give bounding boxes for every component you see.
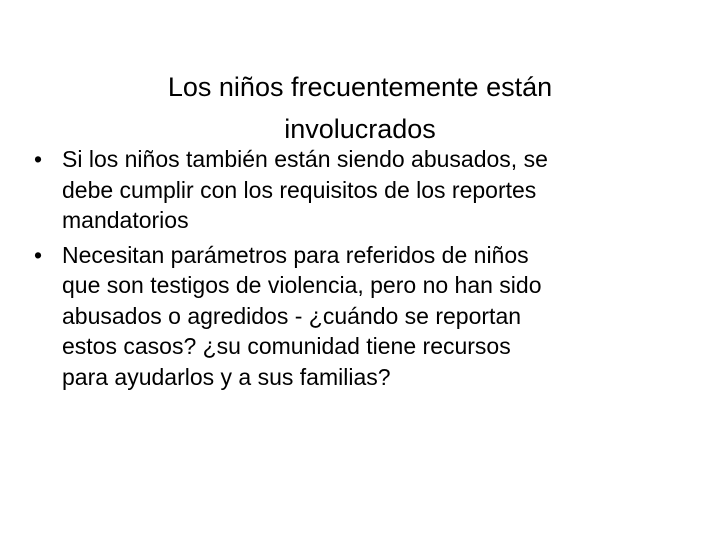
- bullet-item-referral-parameters: [34, 240, 684, 393]
- bullet-2-line-4: estos casos? ¿su comunidad tiene recursos: [62, 333, 511, 359]
- bullet-1-line-1: Si los niños también están siendo abusados, se: [62, 146, 548, 172]
- slide-title-line-2: involucrados: [284, 114, 436, 145]
- bullet-2-line-2: que son testigos de violencia, pero no han sido: [62, 272, 542, 298]
- bullet-2-line-5: para ayudarlos y a sus familias?: [62, 363, 391, 390]
- bullet-1-line-3: mandatorios: [62, 207, 189, 233]
- bullet-2-line-1: Necesitan parámetros para referidos de niños: [62, 241, 529, 268]
- bullet-list: [34, 144, 684, 396]
- bullet-1-line-2: debe cumplir con los requisitos de los reportes: [62, 176, 537, 203]
- bullet-item-reporting-requirements: [34, 144, 684, 236]
- bullet-icon: •: [34, 241, 43, 268]
- bullet-2-line-3: abusados o agredidos - ¿cuándo se reportan: [62, 302, 522, 329]
- bullet-icon: •: [34, 146, 43, 172]
- slide-title: [60, 66, 660, 150]
- slide-title-line-1: Los niños frecuentemente están: [167, 72, 553, 103]
